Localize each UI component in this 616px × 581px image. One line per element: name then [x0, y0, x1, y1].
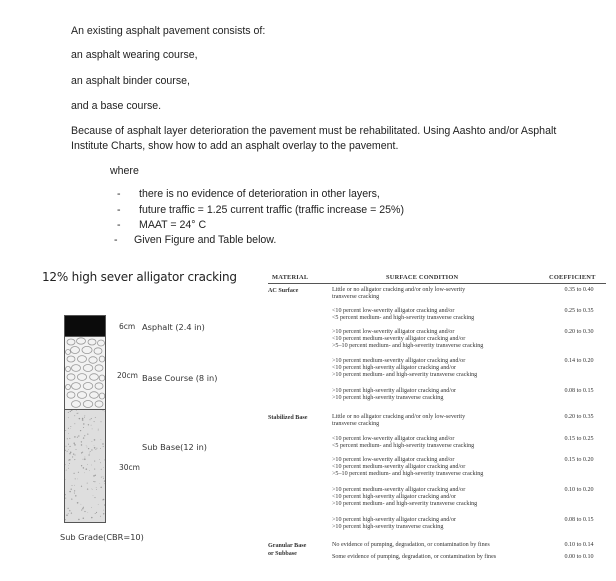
- condition-cell: <10 percent low-severity alligator cracking and/or <5 percent medium- and high-severity transverse cracking: [332, 436, 475, 450]
- dash-bullet: -: [114, 234, 118, 246]
- condition-text: there is no evidence of deterioration in other layers,: [139, 188, 380, 200]
- condition-cell: Little or no alligator cracking and/or only low-severity transverse cracking: [332, 414, 466, 428]
- condition-cell: No evidence of pumping, degradation, or contamination by fines: [332, 542, 490, 548]
- material-label: Stabilized Base: [268, 415, 308, 421]
- dash-bullet: -: [117, 219, 121, 231]
- coefficient-cell: 0.35 to 0.40: [564, 287, 594, 293]
- surface-condition-column-header: SURFACE CONDITION: [386, 274, 459, 281]
- coefficient-cell: 0.15 to 0.25: [564, 436, 594, 442]
- condition-cell: >10 percent high-severity alligator cracking and/or >10 percent high-severity transverse cracking: [332, 388, 457, 402]
- where-label: where: [110, 165, 139, 177]
- base-course-layer: [64, 337, 106, 410]
- coefficient-cell: 0.10 to 0.14: [564, 542, 594, 548]
- layer-item-base: and a base course.: [71, 100, 162, 112]
- coefficient-cell: 0.08 to 0.15: [564, 517, 594, 523]
- subgrade-label: Sub Grade(CBR=10): [60, 532, 144, 542]
- layer-item-binder: an asphalt binder course,: [71, 75, 190, 87]
- condition-cell: >10 percent high-severity alligator cracking and/or >10 percent high-severity transverse cracking: [332, 517, 457, 531]
- coefficient-cell: 0.20 to 0.30: [564, 329, 594, 335]
- condition-text: future traffic = 1.25 current traffic (traffic increase = 25%): [139, 204, 404, 216]
- subbase-layer-label: Sub Base(12 in): [142, 442, 207, 452]
- coefficient-column-header: COEFFICIENT: [549, 274, 596, 281]
- base-course-layer-label: Base Course (8 in): [142, 373, 218, 383]
- condition-cell: <10 percent low-severity alligator cracking and/or <5 percent medium- and high-severity transverse cracking: [332, 308, 475, 322]
- dash-bullet: -: [117, 188, 121, 200]
- aggregate-pattern: [65, 337, 105, 409]
- base-thickness-label: 20cm: [117, 371, 138, 380]
- material-label: AC Surface: [268, 288, 299, 294]
- coefficient-cell: 0.00 to 0.10: [564, 554, 594, 560]
- material-column-header: MATERIAL: [272, 274, 309, 281]
- asphalt-layer-label: Asphalt (2.4 in): [142, 322, 205, 332]
- condition-cell: >10 percent low-severity alligator cracking and/or <10 percent medium-severity alligator cracking and/or >5–10 percent medium- and high-severity transverse cracking: [332, 329, 484, 350]
- condition-cell: >10 percent low-severity alligator cracking and/or <10 percent medium-severity alligator cracking and/or >5–10 percent medium- and high-severity transverse cracking: [332, 457, 484, 478]
- coefficient-cell: 0.20 to 0.35: [564, 414, 594, 420]
- subbase-speckle-pattern: [65, 410, 105, 522]
- condition-text: MAAT = 24° C: [139, 219, 207, 231]
- subbase-thickness-label: 30cm: [119, 463, 140, 472]
- asphalt-thickness-label: 6cm: [119, 322, 136, 331]
- coefficient-cell: 0.08 to 0.15: [564, 388, 594, 394]
- coefficient-cell: 0.10 to 0.20: [564, 487, 594, 493]
- asphalt-layer: [64, 315, 106, 337]
- header-rule: [268, 283, 606, 284]
- condition-cell: >10 percent medium-severity alligator cracking and/or <10 percent high-severity alligator cracking and/or >10 percent medium- and high-severity transverse cracking: [332, 487, 478, 508]
- dash-bullet: -: [117, 204, 121, 216]
- figure-title: 12% high sever alligator cracking: [42, 270, 237, 284]
- intro-text: An existing asphalt pavement consists of:: [71, 25, 266, 37]
- coefficient-cell: 0.14 to 0.20: [564, 358, 594, 364]
- material-label: Granular Base or Subbase: [268, 543, 307, 557]
- condition-text: Given Figure and Table below.: [134, 234, 277, 246]
- coefficient-cell: 0.25 to 0.35: [564, 308, 594, 314]
- subbase-layer: [64, 410, 106, 523]
- condition-cell: Some evidence of pumping, degradation, or contamination by fines: [332, 554, 497, 560]
- layer-item-wearing: an asphalt wearing course,: [71, 49, 198, 61]
- problem-text: Because of asphalt layer deterioration the pavement must be rehabilitated. Using Aashto and/or Asphalt Institute Charts, show how to add an asphalt overlay to the pavement.: [71, 125, 557, 152]
- condition-cell: >10 percent medium-severity alligator cracking and/or <10 percent high-severity alligator cracking and/or >10 percent medium- and high-severity transverse cracking: [332, 358, 478, 379]
- coefficient-cell: 0.15 to 0.20: [564, 457, 594, 463]
- condition-cell: Little or no alligator cracking and/or only low-severity transverse cracking: [332, 287, 466, 301]
